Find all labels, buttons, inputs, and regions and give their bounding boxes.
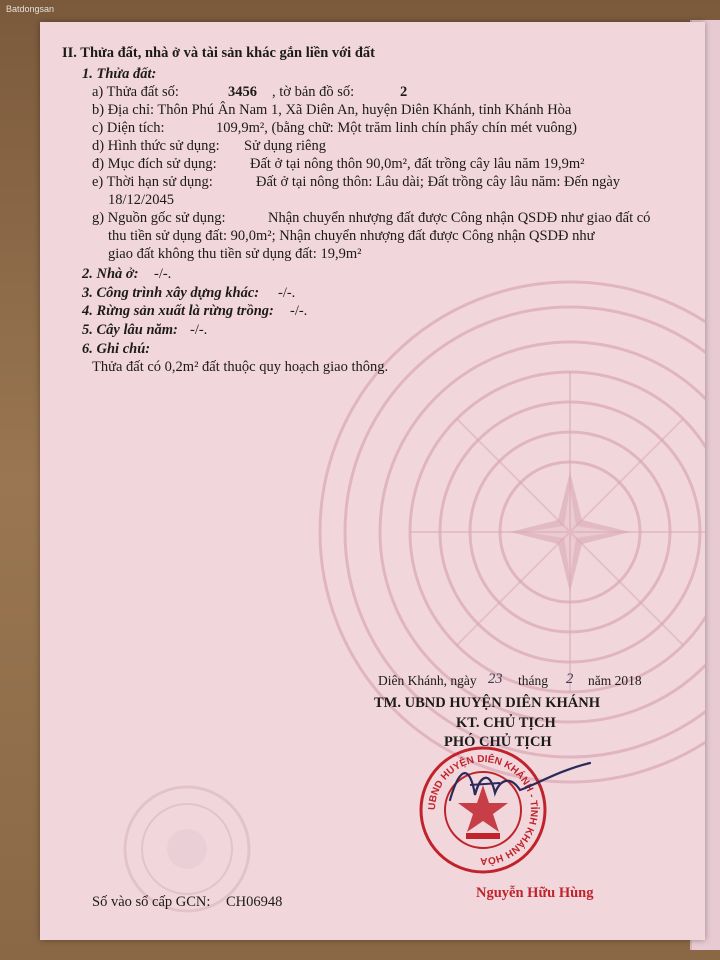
- parcel-number-label: a) Thửa đất số:: [92, 84, 179, 100]
- map-sheet-value: 2: [400, 84, 408, 100]
- forest-label: 4. Rừng sản xuất là rừng trồng:: [82, 303, 274, 319]
- notes-value: Thửa đất có 0,2m² đất thuộc quy hoạch giao thông.: [92, 359, 389, 375]
- registry-value: CH06948: [226, 894, 283, 910]
- house-label: 2. Nhà ở:: [82, 266, 139, 282]
- parcel-number-value: 3456: [228, 84, 257, 100]
- section-title: II. Thửa đất, nhà ở và tài sản khác gắn liền với đất: [62, 45, 375, 61]
- watermark-logo: Batdongsan: [6, 4, 55, 14]
- issuing-org: TM. UBND HUYỆN DIÊN KHÁNH: [374, 695, 600, 711]
- seal-text: UBND HUYỆN DIÊN KHÁNH - TỈNH KHÁNH HÒA: [426, 753, 540, 867]
- usage-form-label: d) Hình thức sử dụng:: [92, 138, 220, 154]
- origin-value-line3: giao đất không thu tiền sử dụng đất: 19,9m²: [108, 246, 362, 262]
- usage-term-date: 18/12/2045: [108, 192, 175, 208]
- house-value: -/-.: [154, 266, 172, 282]
- origin-value-line2: thu tiền sử dụng đất: 90,0m²; Nhận chuyển nhượng đất được Công nhận QSDĐ như: [108, 228, 595, 244]
- usage-term-label: e) Thời hạn sử dụng:: [92, 174, 213, 190]
- date-month-label: tháng: [518, 673, 548, 688]
- map-sheet-label: , tờ bản đồ số:: [272, 84, 355, 100]
- date-year: năm 2018: [588, 673, 642, 688]
- notes-label: 6. Ghi chú:: [82, 341, 151, 357]
- date-month: 2: [566, 671, 574, 687]
- usage-purpose-label: đ) Mục đích sử dụng:: [92, 156, 217, 172]
- area-label: c) Diện tích:: [92, 120, 165, 136]
- forest-value: -/-.: [290, 303, 308, 319]
- construction-value: -/-.: [278, 285, 296, 301]
- perennial-label: 5. Cây lâu năm:: [82, 322, 178, 338]
- origin-value-line1: Nhận chuyển nhượng đất được Công nhận QSDĐ như giao đất có: [268, 210, 651, 226]
- address-line: b) Địa chỉ: Thôn Phú Ân Nam 1, Xã Diên An, huyện Diên Khánh, tỉnh Khánh Hòa: [92, 102, 572, 118]
- signer-role-1: KT. CHỦ TỊCH: [456, 715, 556, 731]
- date-place: Diên Khánh, ngày: [378, 673, 477, 688]
- usage-form-value: Sử dụng riêng: [244, 138, 326, 154]
- area-value: 109,9m², (bằng chữ: Một trăm linh chín phẩy chín mét vuông): [216, 120, 577, 136]
- registry-label: Số vào sổ cấp GCN:: [92, 894, 211, 910]
- usage-purpose-value: Đất ở tại nông thôn 90,0m², đất trồng cây lâu năm 19,9m²: [250, 156, 585, 172]
- land-heading: 1. Thửa đất:: [82, 66, 157, 82]
- signer-name: Nguyễn Hữu Hùng: [476, 885, 594, 901]
- construction-label: 3. Công trình xây dựng khác:: [82, 285, 260, 301]
- signer-role-2: PHÓ CHỦ TỊCH: [444, 734, 552, 750]
- usage-term-value: Đất ở tại nông thôn: Lâu dài; Đất trồng cây lâu năm: Đến ngày: [256, 174, 621, 190]
- date-day: 23: [488, 671, 503, 687]
- handwritten-signature: [440, 755, 610, 815]
- perennial-value: -/-.: [190, 322, 208, 338]
- origin-label: g) Nguồn gốc sử dụng:: [92, 210, 226, 226]
